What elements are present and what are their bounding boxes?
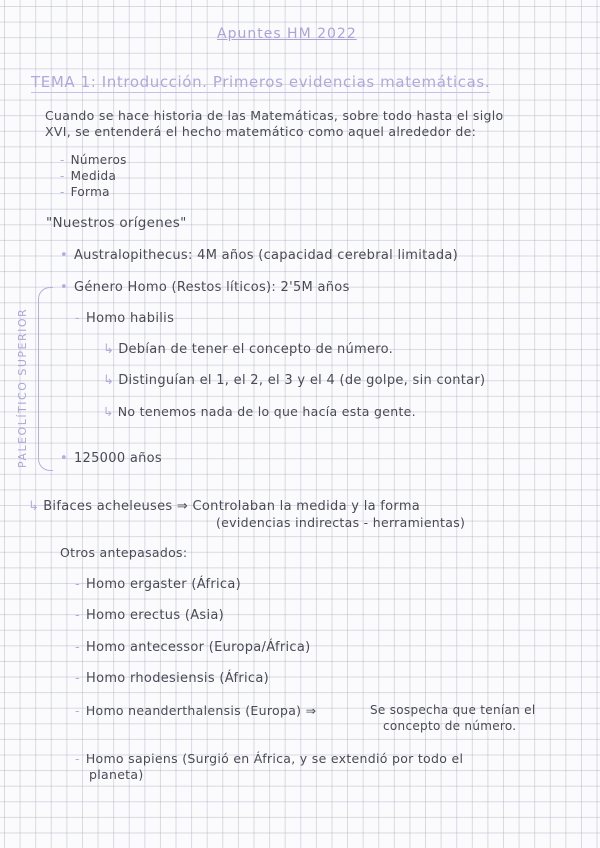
neanderthal-note-1: Se sospecha que tenían el: [370, 703, 536, 717]
dash-bullet-icon: -: [75, 703, 80, 718]
dash-bullet-icon: -: [75, 577, 80, 592]
intro-line-2: XVI, se entenderá el hecho matemático como aquel alrededor de:: [45, 124, 477, 139]
dot-bullet-icon: •: [60, 280, 68, 295]
return-arrow-icon: ↳: [103, 373, 115, 388]
homo-habilis-item: - Homo habilis: [75, 311, 175, 326]
sapiens-line-2: planeta): [89, 767, 144, 782]
years-item: • 125000 años: [60, 451, 162, 466]
list-item: - Forma: [60, 185, 110, 199]
habilis-note: ↳ Distinguían el 1, el 2, el 3 y el 4 (de golpe, sin contar): [103, 373, 486, 388]
ancestor-item: - Homo rhodesiensis (África): [75, 671, 269, 686]
dash-bullet-icon: -: [60, 169, 65, 183]
bifaces-line-2: (evidencias indirectas - herramientas): [216, 515, 466, 530]
origins-heading: "Nuestros orígenes": [46, 215, 187, 231]
ancestor-item-neanderthal: - Homo neanderthalensis (Europa) ⇒: [75, 703, 317, 718]
dash-bullet-icon: -: [75, 751, 80, 766]
bifaces-line-1: ↳ Bifaces acheleuses ⇒ Controlaban la medida y la forma: [28, 499, 421, 514]
ancestors-heading: Otros antepasados:: [60, 545, 188, 560]
return-arrow-icon: ↳: [103, 404, 114, 419]
habilis-note: ↳ No tenemos nada de lo que hacía esta gente.: [103, 404, 416, 419]
paleolithic-label: PALEOLÍTICO SUPERIOR: [16, 307, 29, 468]
dash-bullet-icon: -: [75, 311, 80, 326]
intro-line-1: Cuando se hace historia de las Matemáticas, sobre todo hasta el siglo: [45, 108, 504, 123]
return-arrow-icon: ↳: [103, 342, 115, 357]
topic-heading: TEMA 1: Introducción. Primeros evidencias matemáticas.: [31, 73, 491, 91]
ancestor-item: - Homo erectus (Asia): [75, 608, 225, 623]
dash-bullet-icon: -: [75, 640, 80, 655]
genus-homo-item: • Género Homo (Restos líticos): 2'5M años: [60, 280, 350, 295]
ancestor-item-sapiens: - Homo sapiens (Surgió en África, y se extendió por todo el: [75, 751, 464, 766]
dot-bullet-icon: •: [60, 248, 68, 263]
australopithecus-item: • Australopithecus: 4M años (capacidad cerebral limitada): [60, 248, 459, 263]
dash-bullet-icon: -: [75, 671, 80, 686]
ancestor-item: - Homo antecessor (Europa/África): [75, 640, 311, 655]
ancestor-item: - Homo ergaster (África): [75, 577, 241, 592]
neanderthal-note-2: concepto de número.: [383, 719, 517, 733]
dot-bullet-icon: •: [60, 451, 68, 466]
paleolithic-brace: [38, 287, 53, 471]
page-title: Apuntes HM 2022: [217, 26, 357, 42]
dash-bullet-icon: -: [60, 153, 65, 167]
list-item: - Medida: [60, 169, 117, 183]
dash-bullet-icon: -: [60, 185, 65, 199]
list-item: - Números: [60, 153, 127, 167]
habilis-note: ↳ Debían de tener el concepto de número.: [103, 342, 394, 357]
dash-bullet-icon: -: [75, 608, 80, 623]
return-arrow-icon: ↳: [28, 499, 40, 514]
